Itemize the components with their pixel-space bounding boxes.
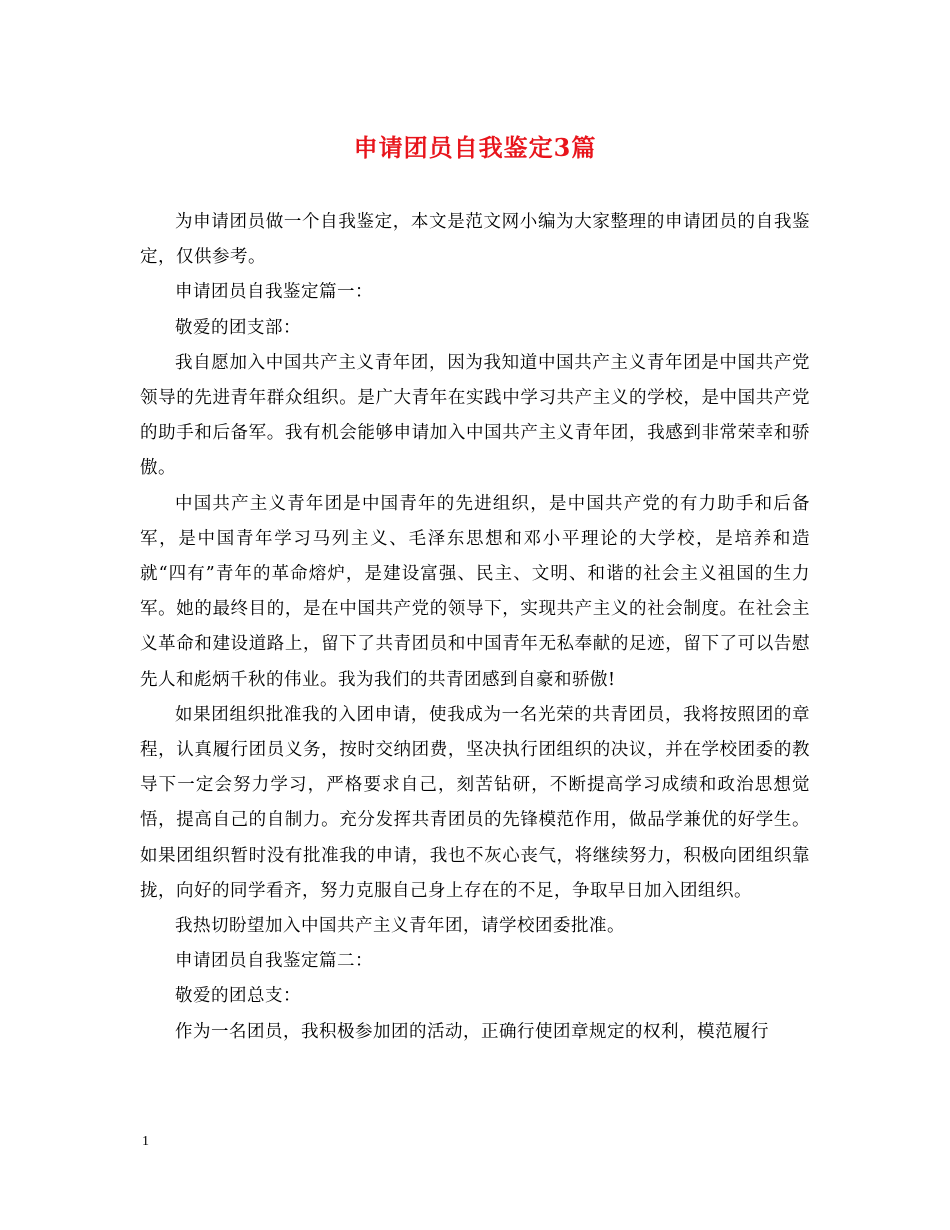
document-body [140,205,810,1050]
paragraph-section-two-heading: 申请团员自我鉴定篇二： [175,951,373,972]
paragraph-body: 如果团组织批准我的入团申请，使我成为一名光荣的共青团员，我将按照团的章程，认真履行团员义务，按时交纳团费，坚决执行团组织的决议，并在学校团委的教导下一定会努力学习，严格要求自己，刻苦钻研，不断提高学习成绩和政治思想觉悟，提高自己的自制力。充分发挥共青团员的先锋模范作用，做品学兼优的好学生。如果团组织暂时没有批准我的申请，我也不灰心丧气，将继续努力，积极向团组织靠拢，向好的同学看齐，努力克服自己身上存在的不足，争取早日加入团组织。 [140,704,810,901]
paragraph-closing: 我热切盼望加入中国共产主义青年团，请学校团委批准。 [175,916,625,937]
paragraph-intro: 为申请团员做一个自我鉴定，本文是范文网小编为大家整理的申请团员的自我鉴定，仅供参考。 [140,212,810,268]
document-title: 申请团员自我鉴定3篇 [353,133,597,162]
paragraph-section-one-heading: 申请团员自我鉴定篇一： [175,282,373,303]
paragraph-body: 中国共产主义青年团是中国青年的先进组织，是中国共产党的有力助手和后备军，是中国青年学习马列主义、毛泽东思想和邓小平理论的大学校，是培养和造就“四有”青年的革命熔炉，是建设富强、民主、文明、和谐的社会主义祖国的生力军。她的最终目的，是在中国共产党的领导下，实现共产主义的社会制度。在社会主义革命和建设道路上，留下了共青团员和中国青年无私奉献的足迹，留下了可以告慰先人和彪炳千秋的伟业。我为我们的共青团感到自豪和骄傲! [140,493,810,690]
paragraph-body: 作为一名团员，我积极参加团的活动，正确行使团章规定的权利，模范履行 [175,1021,769,1042]
paragraph-salutation-two: 敬爱的团总支： [175,986,301,1007]
paragraph-body: 我自愿加入中国共产主义青年团，因为我知道中国共产主义青年团是中国共产党领导的先进青年群众组织。是广大青年在实践中学习共产主义的学校，是中国共产党的助手和后备军。我有机会能够申请加入中国共产主义青年团，我感到非常荣幸和骄傲。 [140,352,810,479]
page-number: 1 [142,1134,149,1149]
paragraph-salutation-one: 敬爱的团支部： [175,317,301,338]
